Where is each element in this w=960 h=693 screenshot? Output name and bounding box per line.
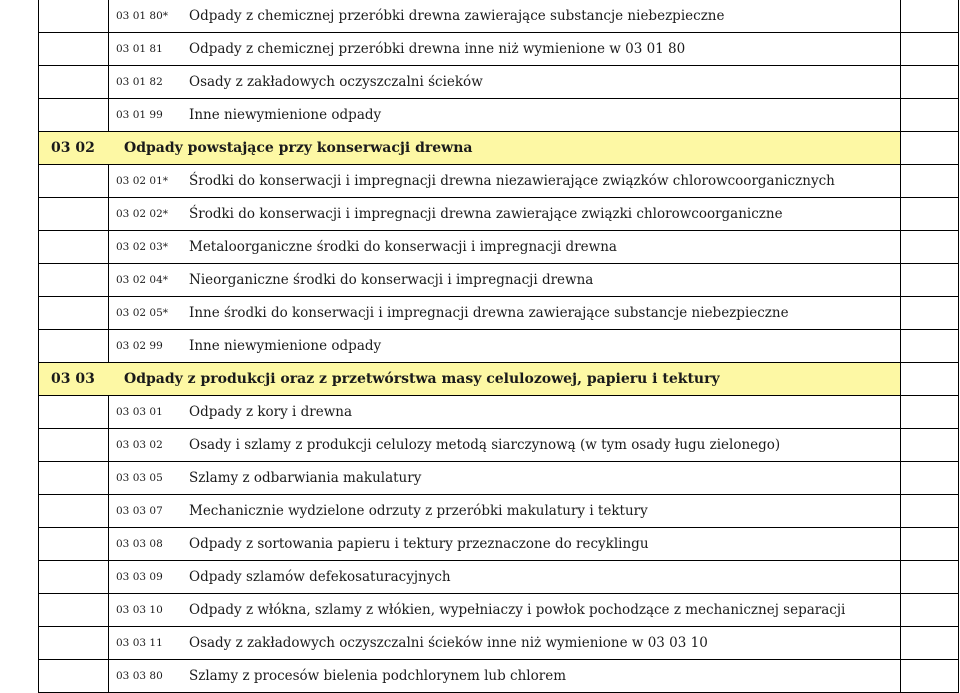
waste-description: Odpady szlamów defekosaturacyjnych xyxy=(189,569,451,585)
waste-description: Mechanicznie wydzielone odrzuty z przeróbki makulatury i tektury xyxy=(189,503,648,519)
waste-code: 03 01 99 xyxy=(116,109,163,121)
margin-cell xyxy=(39,594,109,627)
margin-cell xyxy=(39,165,109,198)
right-empty-cell xyxy=(901,528,959,561)
entry-cell xyxy=(109,594,901,627)
margin-cell xyxy=(39,231,109,264)
waste-code: 03 03 09 xyxy=(116,571,163,583)
waste-description: Odpady z włókna, szlamy z włókien, wypełniaczy i powłok pochodzące z mechanicznej separacji xyxy=(189,602,846,618)
waste-code: 03 01 81 xyxy=(116,43,163,55)
waste-description: Inne środki do konserwacji i impregnacji drewna zawierające substancje niebezpieczne xyxy=(189,305,789,321)
table-row xyxy=(39,462,959,495)
entry-cell xyxy=(109,396,901,429)
waste-code: 03 02 04* xyxy=(116,274,169,286)
right-empty-cell xyxy=(901,627,959,660)
right-empty-cell xyxy=(901,660,959,693)
margin-cell xyxy=(39,0,109,33)
margin-cell xyxy=(39,297,109,330)
entry-cell xyxy=(109,264,901,297)
margin-cell xyxy=(39,561,109,594)
right-empty-cell xyxy=(901,396,959,429)
waste-description: Osady z zakładowych oczyszczalni ścieków xyxy=(189,74,483,90)
table-row xyxy=(39,660,959,693)
right-empty-cell xyxy=(901,594,959,627)
group-row xyxy=(39,363,959,396)
margin-cell xyxy=(39,627,109,660)
group-description: Odpady powstające przy konserwacji drewna xyxy=(124,140,473,156)
right-empty-cell xyxy=(901,99,959,132)
right-empty-cell xyxy=(901,297,959,330)
waste-code: 03 03 02 xyxy=(116,439,163,451)
waste-description: Szlamy z odbarwiania makulatury xyxy=(189,470,422,486)
table-row xyxy=(39,0,959,33)
waste-code: 03 01 82 xyxy=(116,76,163,88)
table-row xyxy=(39,297,959,330)
table-row xyxy=(39,165,959,198)
margin-cell xyxy=(39,66,109,99)
waste-code: 03 03 10 xyxy=(116,604,163,616)
waste-code: 03 01 80* xyxy=(116,10,169,22)
table-row xyxy=(39,627,959,660)
entry-cell xyxy=(109,660,901,693)
entry-cell xyxy=(109,495,901,528)
waste-description: Odpady z chemicznej przeróbki drewna zawierające substancje niebezpieczne xyxy=(189,8,725,24)
right-empty-cell xyxy=(901,429,959,462)
table-row xyxy=(39,264,959,297)
margin-cell xyxy=(39,528,109,561)
right-empty-cell xyxy=(901,330,959,363)
right-empty-cell xyxy=(901,363,959,396)
group-row xyxy=(39,132,959,165)
margin-cell xyxy=(39,462,109,495)
right-empty-cell xyxy=(901,66,959,99)
entry-cell xyxy=(109,330,901,363)
waste-description: Odpady z sortowania papieru i tektury przeznaczone do recyklingu xyxy=(189,536,649,552)
entry-cell xyxy=(109,165,901,198)
waste-code: 03 03 01 xyxy=(116,406,163,418)
margin-cell xyxy=(39,330,109,363)
group-header-cell xyxy=(39,363,901,396)
waste-description: Szlamy z procesów bielenia podchlorynem lub chlorem xyxy=(189,668,566,684)
waste-code: 03 02 02* xyxy=(116,208,169,220)
waste-code: 03 02 03* xyxy=(116,241,169,253)
entry-cell xyxy=(109,33,901,66)
entry-cell xyxy=(109,198,901,231)
waste-description: Odpady z chemicznej przeróbki drewna inne niż wymienione w 03 01 80 xyxy=(189,41,686,57)
waste-description: Środki do konserwacji i impregnacji drewna niezawierające związków chlorowcoorganicznych xyxy=(189,173,835,189)
entry-cell xyxy=(109,66,901,99)
waste-code: 03 02 01* xyxy=(116,175,169,187)
table-row xyxy=(39,495,959,528)
table-row xyxy=(39,396,959,429)
table-row xyxy=(39,198,959,231)
entry-cell xyxy=(109,231,901,264)
table-row xyxy=(39,594,959,627)
waste-code: 03 02 05* xyxy=(116,307,169,319)
table-row xyxy=(39,99,959,132)
waste-description: Inne niewymienione odpady xyxy=(189,107,382,123)
margin-cell xyxy=(39,264,109,297)
group-code: 03 03 xyxy=(51,371,95,387)
margin-cell xyxy=(39,660,109,693)
entry-cell xyxy=(109,297,901,330)
table-row xyxy=(39,66,959,99)
entry-cell xyxy=(109,99,901,132)
waste-description: Metaloorganiczne środki do konserwacji i impregnacji drewna xyxy=(189,239,617,255)
right-empty-cell xyxy=(901,33,959,66)
right-empty-cell xyxy=(901,132,959,165)
waste-description: Inne niewymienione odpady xyxy=(189,338,382,354)
margin-cell xyxy=(39,99,109,132)
table-row xyxy=(39,429,959,462)
waste-code: 03 03 07 xyxy=(116,505,163,517)
waste-description: Osady z zakładowych oczyszczalni ścieków inne niż wymienione w 03 03 10 xyxy=(189,635,708,651)
waste-description: Odpady z kory i drewna xyxy=(189,404,353,420)
table-row xyxy=(39,561,959,594)
right-empty-cell xyxy=(901,0,959,33)
right-empty-cell xyxy=(901,165,959,198)
waste-description: Osady i szlamy z produkcji celulozy metodą siarczynową (w tym osady ługu zielonego) xyxy=(189,437,781,453)
margin-cell xyxy=(39,495,109,528)
waste-description: Środki do konserwacji i impregnacji drewna zawierające związki chlorowcoorganiczne xyxy=(189,206,783,222)
waste-code: 03 03 05 xyxy=(116,472,163,484)
table-row xyxy=(39,528,959,561)
table-row xyxy=(39,33,959,66)
waste-code-table xyxy=(38,0,959,693)
entry-cell xyxy=(109,0,901,33)
entry-cell xyxy=(109,561,901,594)
entry-cell xyxy=(109,528,901,561)
waste-description: Nieorganiczne środki do konserwacji i impregnacji drewna xyxy=(189,272,594,288)
margin-cell xyxy=(39,33,109,66)
right-empty-cell xyxy=(901,495,959,528)
entry-cell xyxy=(109,462,901,495)
right-empty-cell xyxy=(901,561,959,594)
waste-code: 03 03 08 xyxy=(116,538,163,550)
right-empty-cell xyxy=(901,264,959,297)
entry-cell xyxy=(109,429,901,462)
group-description: Odpady z produkcji oraz z przetwórstwa masy celulozowej, papieru i tektury xyxy=(124,371,720,387)
waste-code: 03 03 80 xyxy=(116,670,163,682)
group-header-cell xyxy=(39,132,901,165)
entry-cell xyxy=(109,627,901,660)
table-row xyxy=(39,330,959,363)
right-empty-cell xyxy=(901,198,959,231)
margin-cell xyxy=(39,198,109,231)
margin-cell xyxy=(39,396,109,429)
waste-code: 03 02 99 xyxy=(116,340,163,352)
right-empty-cell xyxy=(901,231,959,264)
waste-code: 03 03 11 xyxy=(116,637,163,649)
group-code: 03 02 xyxy=(51,140,95,156)
table-row xyxy=(39,231,959,264)
right-empty-cell xyxy=(901,462,959,495)
margin-cell xyxy=(39,429,109,462)
